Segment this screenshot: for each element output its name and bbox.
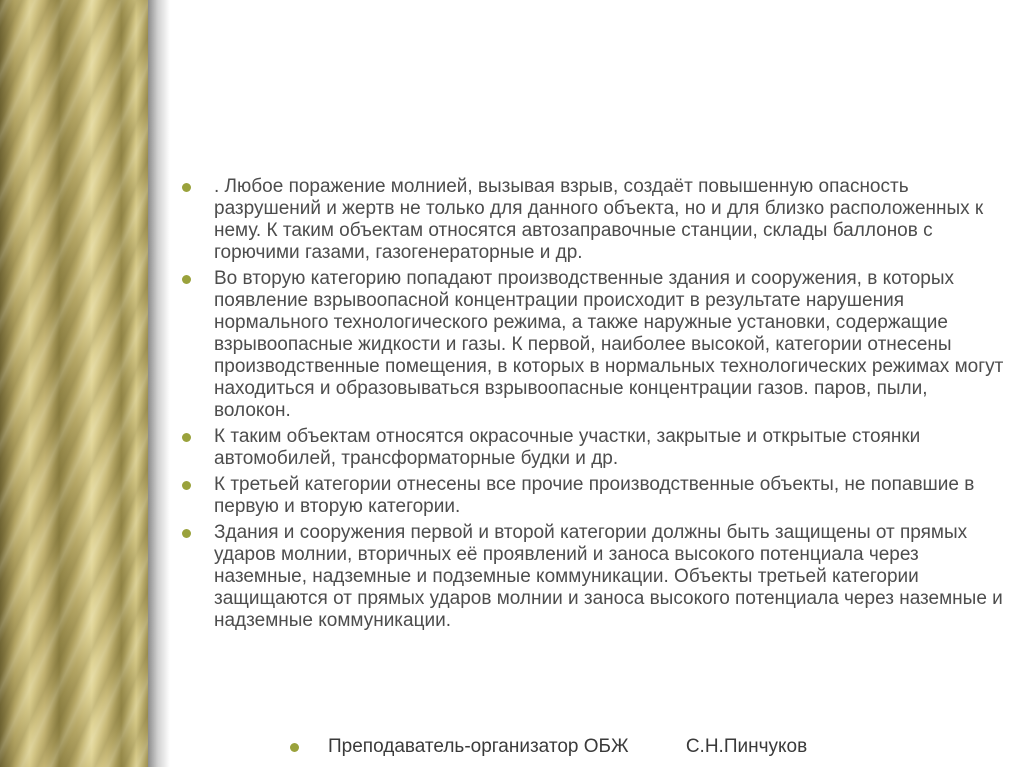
bullet-item xyxy=(176,522,1006,632)
decorative-gold-band xyxy=(0,0,148,767)
bullet-text: К третьей категории отнесены все прочие производственные объекты, не попавшие в первую и вторую категории. xyxy=(214,474,975,517)
author-name: С.Н.Пинчуков xyxy=(685,736,808,757)
slide-body xyxy=(176,176,1006,636)
bullet-icon xyxy=(182,183,191,192)
bullet-item xyxy=(176,474,1006,518)
bullet-text: . Любое поражение молнией, вызывая взрыв, создаёт повышенную опасность разрушений и жертв не только для данного объекта, но и для близко расположенных к нему. К таким объектам относятся автозаправочные станции, склады баллонов с горючими газами, газогенераторные и др. xyxy=(214,176,984,263)
footer-credit xyxy=(296,736,807,758)
bullet-text: К таким объектам относятся окрасочные участки, закрытые и открытые стоянки автомобилей, трансформаторные будки и др. xyxy=(214,426,921,469)
bullet-icon xyxy=(182,529,191,538)
bullet-icon xyxy=(290,743,299,752)
band-shadow xyxy=(148,0,170,767)
bullet-item xyxy=(176,426,1006,470)
bullet-text: Во вторую категорию попадают производственные здания и сооружения, в которых появление взрывоопасной концентрации происходит в результате нарушения нормального технологического режима, а также наружные установки, содержащие взрывоопасные жидкости и газы. К первой, наиболее высокой, категории отнесены производственные помещения, в которых в нормальных технологических режимах могут находиться и образовываться взрывоопасные концентрации газов. паров, пыли, волокон. xyxy=(214,268,1004,421)
bullet-icon xyxy=(182,275,191,284)
bullet-item xyxy=(176,176,1006,264)
author-role: Преподаватель-организатор ОБЖ xyxy=(328,736,629,757)
bullet-icon xyxy=(182,481,191,490)
bullet-text: Здания и сооружения первой и второй категории должны быть защищены от прямых ударов молнии, вторичных её проявлений и заноса высокого потенциала через наземные, надземные и подземные коммуникации. Объекты третьей категории защищаются от прямых ударов молнии и заноса высокого потенциала через наземные и надземные коммуникации. xyxy=(214,522,1003,631)
bullet-item xyxy=(176,268,1006,422)
bullet-icon xyxy=(182,433,191,442)
